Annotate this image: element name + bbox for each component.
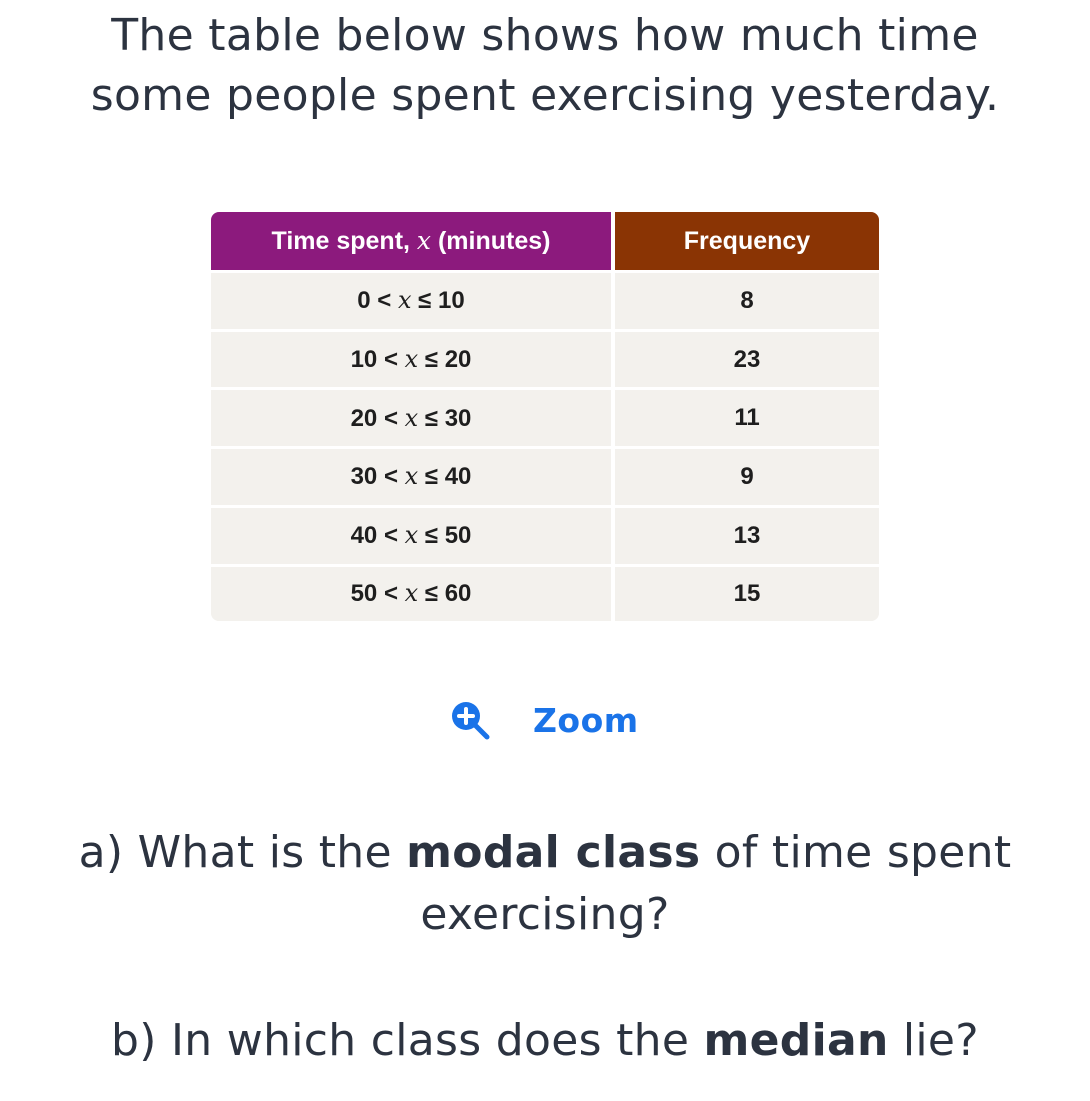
question-b-bold: median <box>703 1015 889 1066</box>
frequency-table <box>211 212 879 621</box>
question-a-bold: modal class <box>406 827 701 878</box>
question-b <box>0 1010 1090 1072</box>
intro-line-1: The table below shows how much time <box>111 10 979 61</box>
table-row <box>211 389 879 448</box>
table-row <box>211 506 879 565</box>
class-interval-cell: 50 < x ≤ 60 <box>211 565 613 621</box>
question-b-line: b) In which class does the median lie? <box>111 1015 979 1066</box>
header-time-spent: Time spent, x (minutes) <box>211 212 613 272</box>
header-frequency: Frequency <box>613 212 879 272</box>
class-interval-cell: 20 < x ≤ 30 <box>211 389 613 448</box>
class-interval-cell: 40 < x ≤ 50 <box>211 506 613 565</box>
table-row <box>211 330 879 389</box>
frequency-cell: 13 <box>613 506 879 565</box>
question-a-line-1: a) What is the modal class of time spent <box>78 827 1012 878</box>
intro-line-2: some people spent exercising yesterday. <box>90 70 1000 121</box>
frequency-table-grid <box>211 212 879 621</box>
class-interval-cell: 30 < x ≤ 40 <box>211 448 613 507</box>
table-header-row <box>211 212 879 272</box>
frequency-cell: 9 <box>613 448 879 507</box>
frequency-cell: 8 <box>613 272 879 331</box>
zoom-in-icon <box>449 699 491 741</box>
frequency-cell: 23 <box>613 330 879 389</box>
table-row <box>211 272 879 331</box>
class-interval-cell: 0 < x ≤ 10 <box>211 272 613 331</box>
zoom-button[interactable] <box>449 696 639 744</box>
frequency-cell: 15 <box>613 565 879 621</box>
question-a <box>0 822 1090 946</box>
question-a-line-2: exercising? <box>420 889 670 940</box>
zoom-label: Zoom <box>533 700 639 740</box>
frequency-cell: 11 <box>613 389 879 448</box>
intro-text <box>0 6 1090 126</box>
table-row <box>211 565 879 621</box>
class-interval-cell: 10 < x ≤ 20 <box>211 330 613 389</box>
table-row <box>211 448 879 507</box>
